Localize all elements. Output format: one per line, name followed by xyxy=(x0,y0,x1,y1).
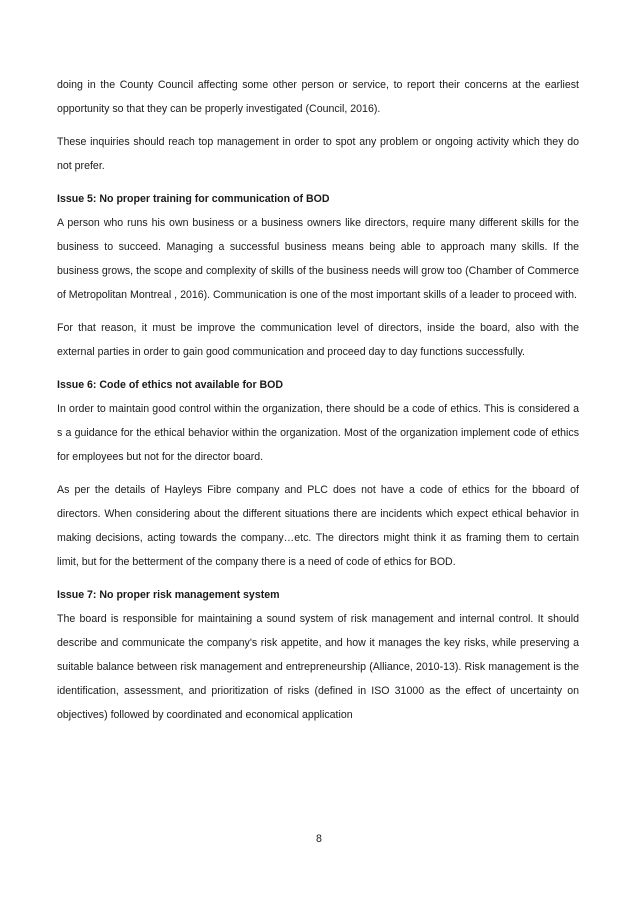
issue-6-heading: Issue 6: Code of ethics not available for BOD xyxy=(57,379,284,391)
issue-5-paragraph-skills: A person who runs his own business or a business owners like directors, require many different skills for the business to succeed. Managing a successful business means being able to approach many skills. If the business grows, the scope and complexity of skills of the business needs will grow too (Chamber of Commerce of Metropolitan Montreal , 2016). Communication is one of the most important skills of a leader to proceed with. xyxy=(57,217,579,301)
issue-6-paragraph-hayleys: As per the details of Hayleys Fibre company and PLC does not have a code of ethics for the bboard of directors. When considering about the different situations there are incidents which expect ethical behavior in making decisions, acting towards the company…etc. The directors might think it as framing them to certain limit, but for the betterment of the company there is a need of code of ethics for BOD. xyxy=(57,484,579,568)
document-body xyxy=(57,73,579,736)
page-number: 8 xyxy=(316,833,322,845)
issue-5-heading: Issue 5: No proper training for communication of BOD xyxy=(57,193,330,205)
issue-6-paragraph-control: In order to maintain good control within the organization, there should be a code of ethics. This is considered a s a guidance for the ethical behavior within the organization. Most of the organization implement code of ethics for employees but not for the director board. xyxy=(57,403,579,463)
paragraph-inquiries: These inquiries should reach top management in order to spot any problem or ongoing activity which they do not prefer. xyxy=(57,136,579,172)
issue-7-heading: Issue 7: No proper risk management system xyxy=(57,589,280,601)
paragraph-county-council: doing in the County Council affecting some other person or service, to report their concerns at the earliest opportunity so that they can be properly investigated (Council, 2016). xyxy=(57,79,579,115)
issue-7-paragraph-risk: The board is responsible for maintaining a sound system of risk management and internal control. It should describe and communicate the company's risk appetite, and how it manages the key risks, while preserving a suitable balance between risk management and entrepreneurship (Alliance, 2010-13). Risk management is the identification, assessment, and prioritization of risks (defined in ISO 31000 as the effect of uncertainty on objectives) followed by coordinated and economical application xyxy=(57,613,579,721)
issue-5-paragraph-communication: For that reason, it must be improve the communication level of directors, inside the board, also with the external parties in order to gain good communication and proceed day to day functions successfully. xyxy=(57,322,579,358)
